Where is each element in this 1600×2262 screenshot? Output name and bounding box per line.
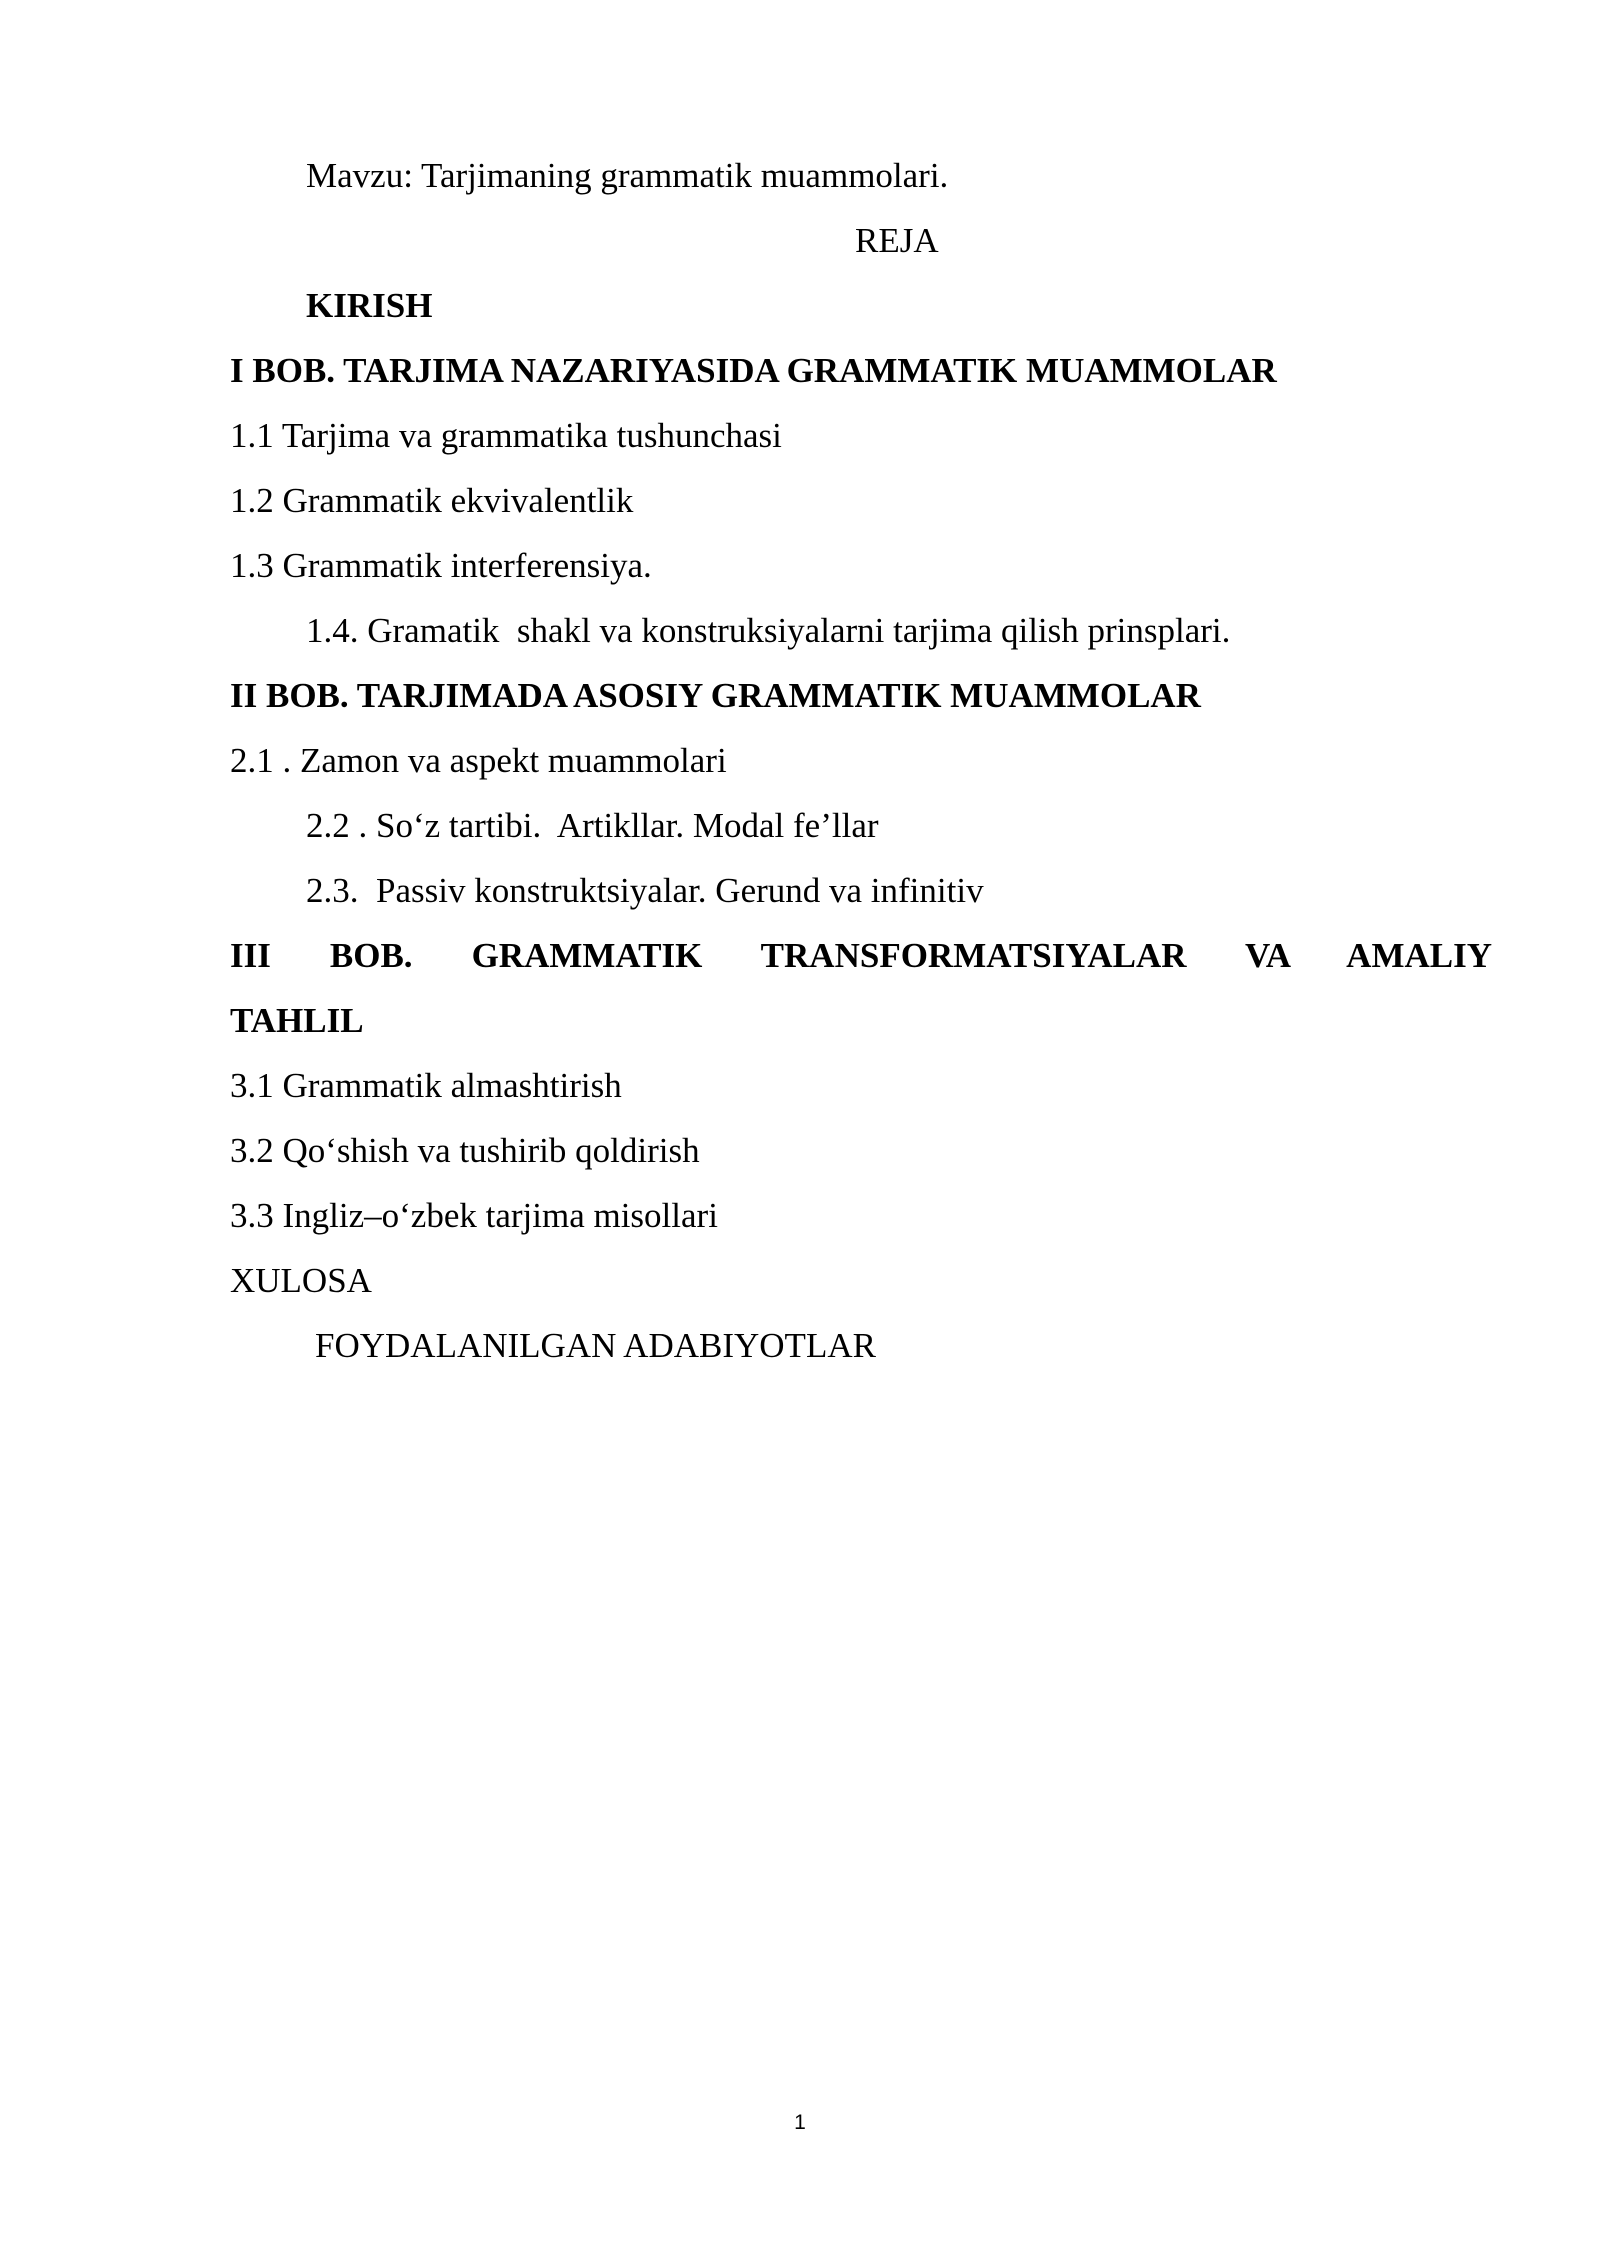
section-1-1: 1.1 Tarjima va grammatika tushunchasi [230,416,782,455]
page-number: 1 [794,2111,806,2134]
chapter-1-title: I BOB. TARJIMA NAZARIYASIDA GRAMMATIK MUAMMOLAR [230,351,1277,390]
section-2-3: 2.3. Passiv konstruktsiyalar. Gerund va infinitiv [306,871,984,910]
chapter-2-title: II BOB. TARJIMADA ASOSIY GRAMMATIK MUAMMOLAR [230,676,1201,715]
section-3-3: 3.3 Ingliz–o‘zbek tarjima misollari [230,1196,718,1235]
chapter-3-title-line-1: III BOB. GRAMMATIK TRANSFORMATSIYALAR VA AMALIY [230,936,1492,975]
plan-heading: REJA [855,221,939,260]
references-heading: FOYDALANILGAN ADABIYOTLAR [315,1326,876,1365]
chapter-3-title-line-2: TAHLIL [230,1001,364,1040]
section-3-2: 3.2 Qo‘shish va tushirib qoldirish [230,1131,700,1170]
section-2-1: 2.1 . Zamon va aspekt muammolari [230,741,727,780]
topic-line: Mavzu: Tarjimaning grammatik muammolari. [306,156,949,195]
section-1-3: 1.3 Grammatik interferensiya. [230,546,652,585]
intro-heading: KIRISH [306,286,433,325]
conclusion-heading: XULOSA [230,1261,372,1300]
section-1-2: 1.2 Grammatik ekvivalentlik [230,481,634,520]
section-3-1: 3.1 Grammatik almashtirish [230,1066,622,1105]
section-1-4: 1.4. Gramatik shakl va konstruksiyalarni tarjima qilish prinsplari. [306,611,1231,650]
section-2-2: 2.2 . So‘z tartibi. Artikllar. Modal fe’llar [306,806,879,845]
